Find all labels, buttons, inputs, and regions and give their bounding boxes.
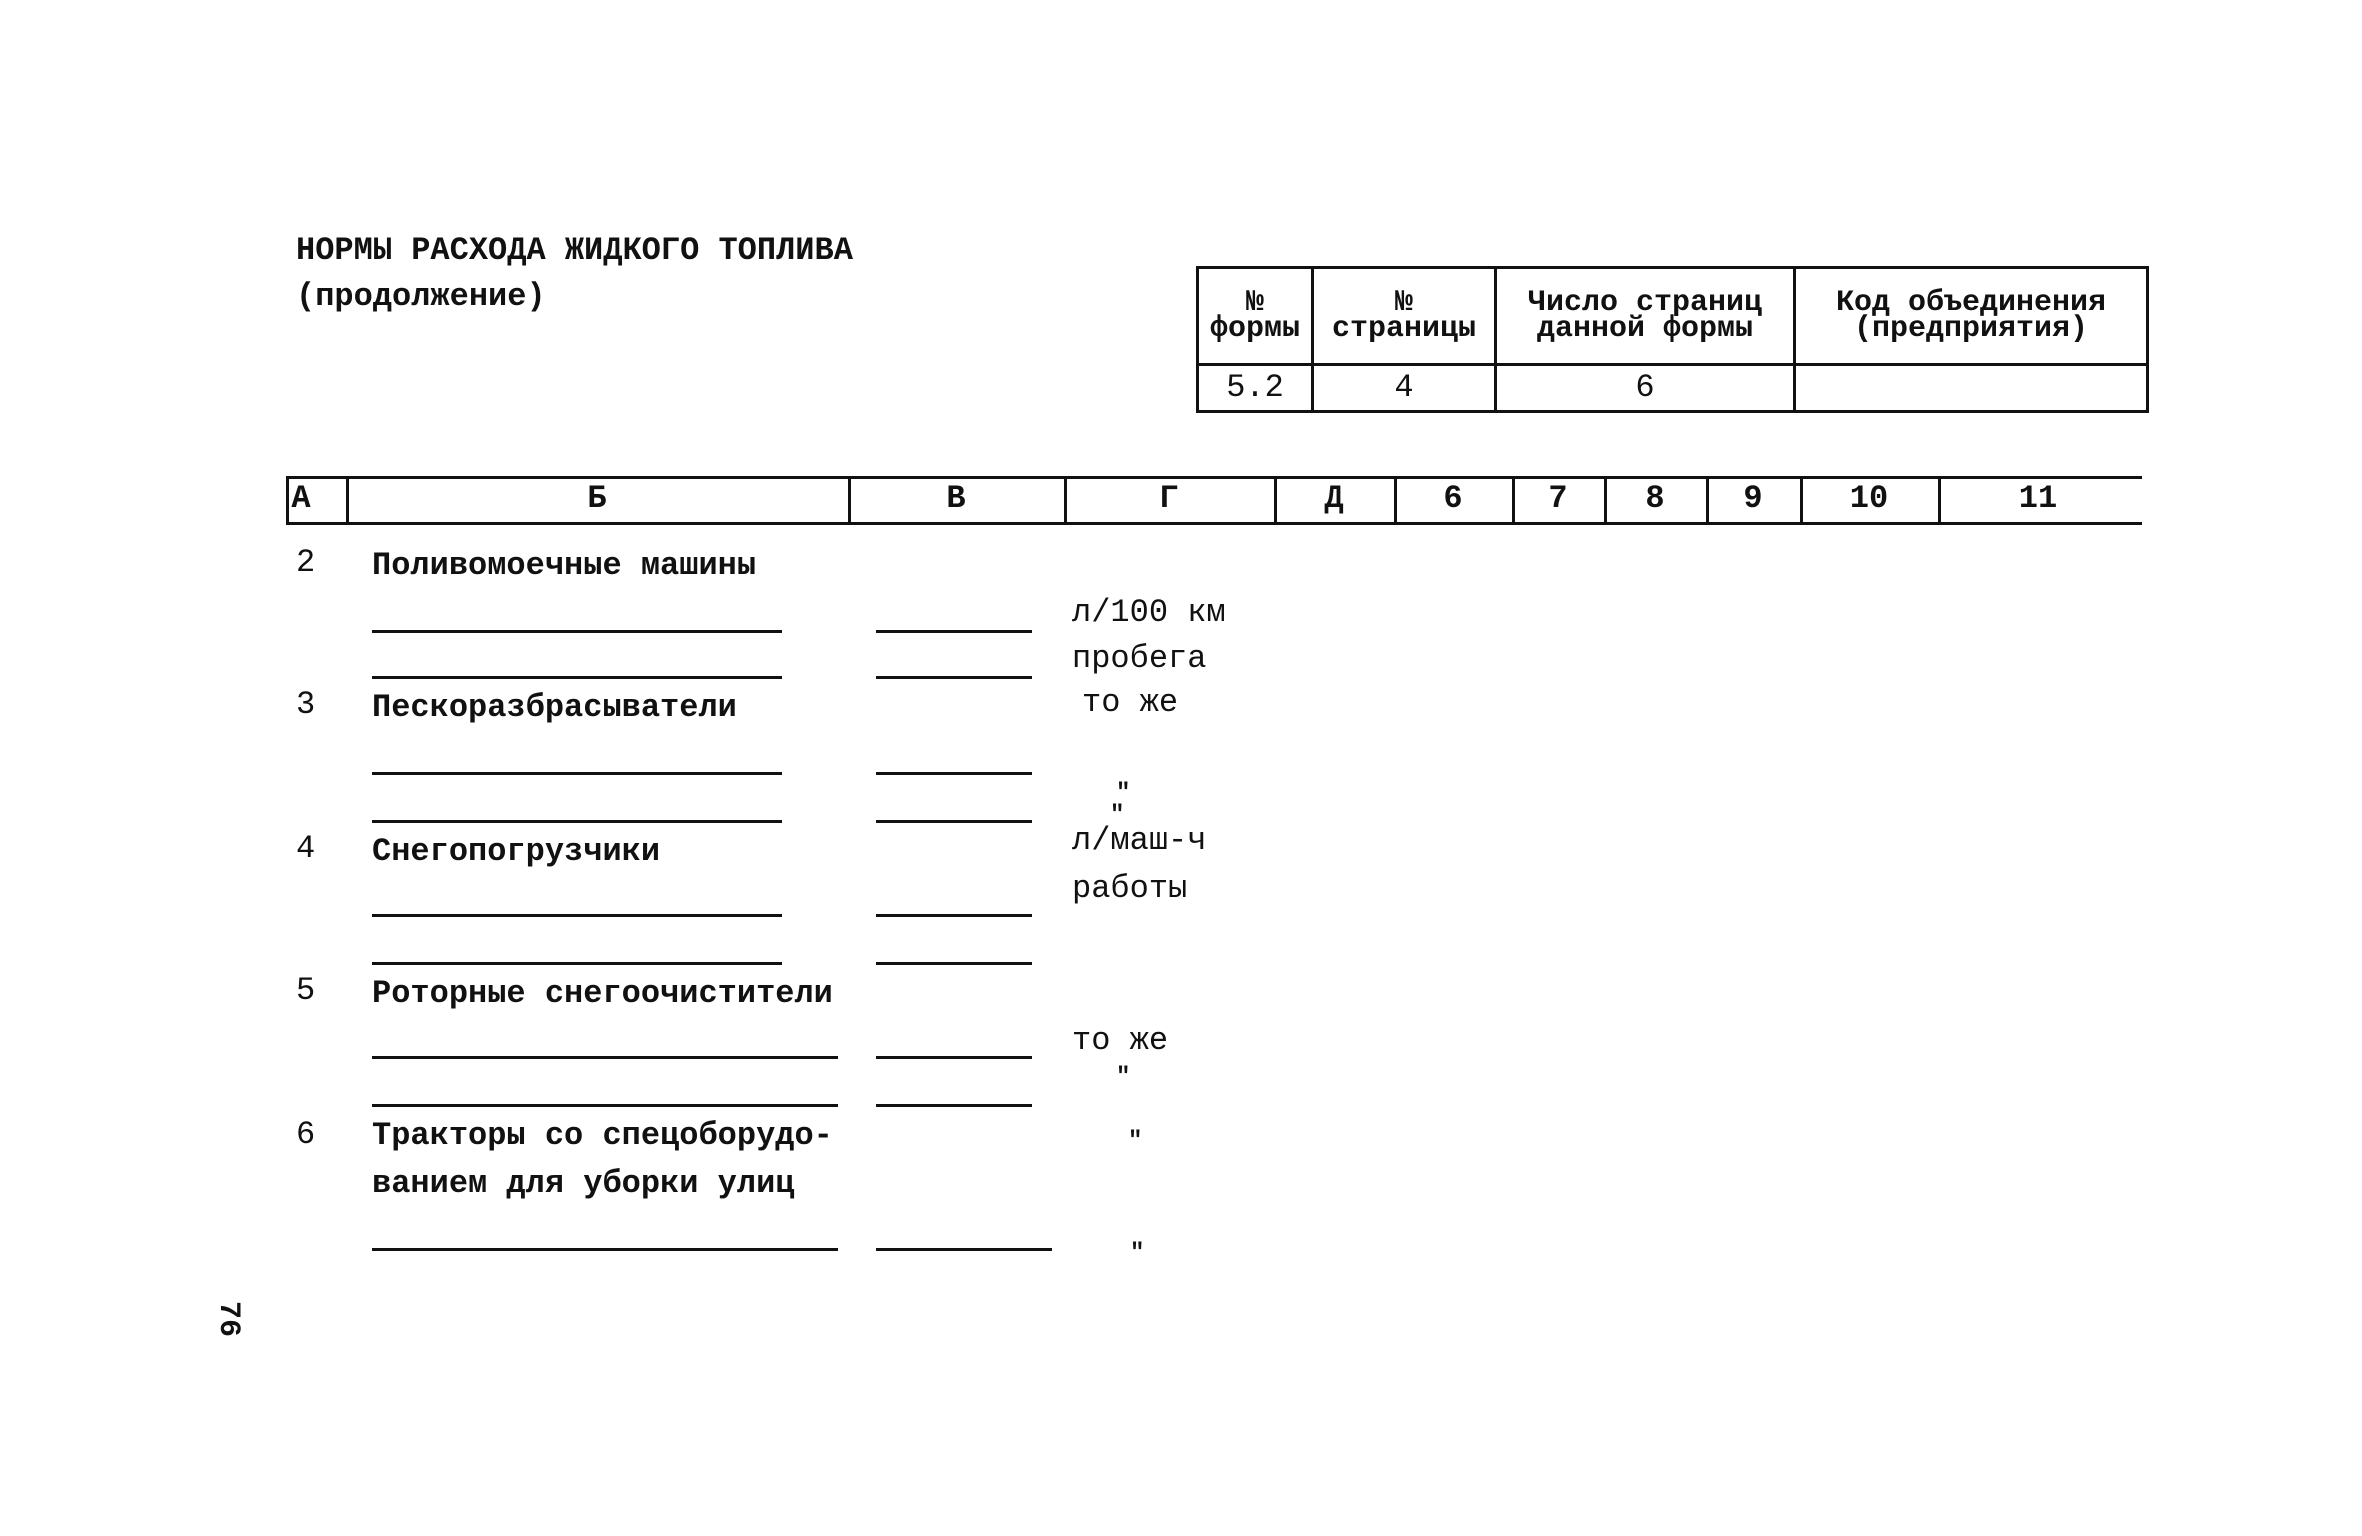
blank-line	[372, 630, 782, 633]
blank-line	[876, 630, 1032, 633]
blank-line	[372, 1056, 838, 1059]
column-label-a: А	[291, 480, 311, 517]
row-name-line2: ванием для уборки улиц	[372, 1165, 795, 1202]
column-label-11: 11	[2018, 480, 2058, 517]
value-page-count: 6	[1496, 365, 1795, 412]
blank-line	[372, 1248, 838, 1251]
row-number: 5	[296, 972, 316, 1009]
strip-bottom-line	[286, 522, 2142, 525]
row-name-line1: Тракторы со спецоборудо-	[372, 1117, 833, 1154]
blank-line	[372, 676, 782, 679]
column-header-strip	[286, 476, 2142, 524]
row-unit-line1: то же	[1072, 1022, 1169, 1059]
row-unit-line2: работы	[1072, 870, 1188, 907]
row-number: 3	[296, 686, 316, 723]
blank-line	[876, 676, 1032, 679]
blank-line	[372, 962, 782, 965]
column-label-7: 7	[1548, 480, 1568, 517]
value-form-number: 5.2	[1198, 365, 1313, 412]
column-label-9: 9	[1743, 480, 1763, 517]
row-name: Пескоразбрасыватели	[372, 689, 737, 726]
page-number: 76	[211, 1300, 246, 1338]
column-label-d: Д	[1324, 480, 1344, 517]
blank-line	[372, 820, 782, 823]
header-form-number	[1198, 268, 1313, 365]
header-form-number-line2: формы	[1209, 312, 1300, 346]
row-unit-line2: пробега	[1072, 640, 1207, 677]
form-info-table	[1196, 266, 2149, 413]
value-page-number: 4	[1313, 365, 1496, 412]
column-label-8: 8	[1645, 480, 1665, 517]
row-unit-line1: л/100 км	[1072, 594, 1226, 631]
row-name: Роторные снегоочистители	[372, 975, 833, 1012]
blank-line	[876, 772, 1032, 775]
header-page-number	[1313, 268, 1496, 365]
blank-line	[372, 1104, 838, 1107]
row-number: 6	[296, 1116, 316, 1153]
header-org-code	[1795, 268, 2148, 365]
row-unit-line1: то же	[1082, 684, 1179, 721]
row-name: Поливомоечные машины	[372, 547, 757, 584]
ditto-mark: "	[1128, 1128, 1143, 1155]
column-label-b: Б	[587, 480, 607, 517]
header-page-number-line1: №	[1394, 286, 1413, 320]
header-page-number-line2: страницы	[1331, 312, 1477, 346]
header-org-code-line1: Код объединения	[1835, 286, 2107, 320]
ditto-mark: "	[1116, 1064, 1131, 1091]
ditto-mark: "	[1110, 802, 1125, 829]
blank-line	[876, 1248, 1052, 1251]
blank-line	[876, 1056, 1032, 1059]
blank-line	[876, 962, 1032, 965]
row-unit-line1: л/маш-ч	[1072, 822, 1207, 859]
document-subtitle: (продолжение)	[296, 278, 546, 315]
column-label-v: В	[946, 480, 966, 517]
column-label-10: 10	[1849, 480, 1889, 517]
strip-top-line	[286, 476, 2142, 479]
header-org-code-line2: (предприятия)	[1853, 312, 2089, 346]
blank-line	[876, 914, 1032, 917]
blank-line	[372, 772, 782, 775]
column-label-g: Г	[1159, 480, 1179, 517]
header-page-count-line1: Число страниц	[1527, 286, 1763, 320]
ditto-mark: "	[1130, 1240, 1145, 1267]
header-form-number-line1: №	[1245, 286, 1264, 320]
header-page-count-line2: данной формы	[1536, 312, 1754, 346]
row-number: 4	[296, 830, 316, 867]
value-org-code	[1795, 365, 2148, 412]
header-page-count	[1496, 268, 1795, 365]
column-label-6: 6	[1443, 480, 1463, 517]
ditto-mark: "	[1116, 780, 1131, 807]
row-number: 2	[296, 544, 316, 581]
blank-line	[372, 914, 782, 917]
document-title: НОРМЫ РАСХОДА ЖИДКОГО ТОПЛИВА	[296, 232, 853, 269]
row-name: Снегопогрузчики	[372, 833, 661, 870]
blank-line	[876, 820, 1032, 823]
blank-line	[876, 1104, 1032, 1107]
